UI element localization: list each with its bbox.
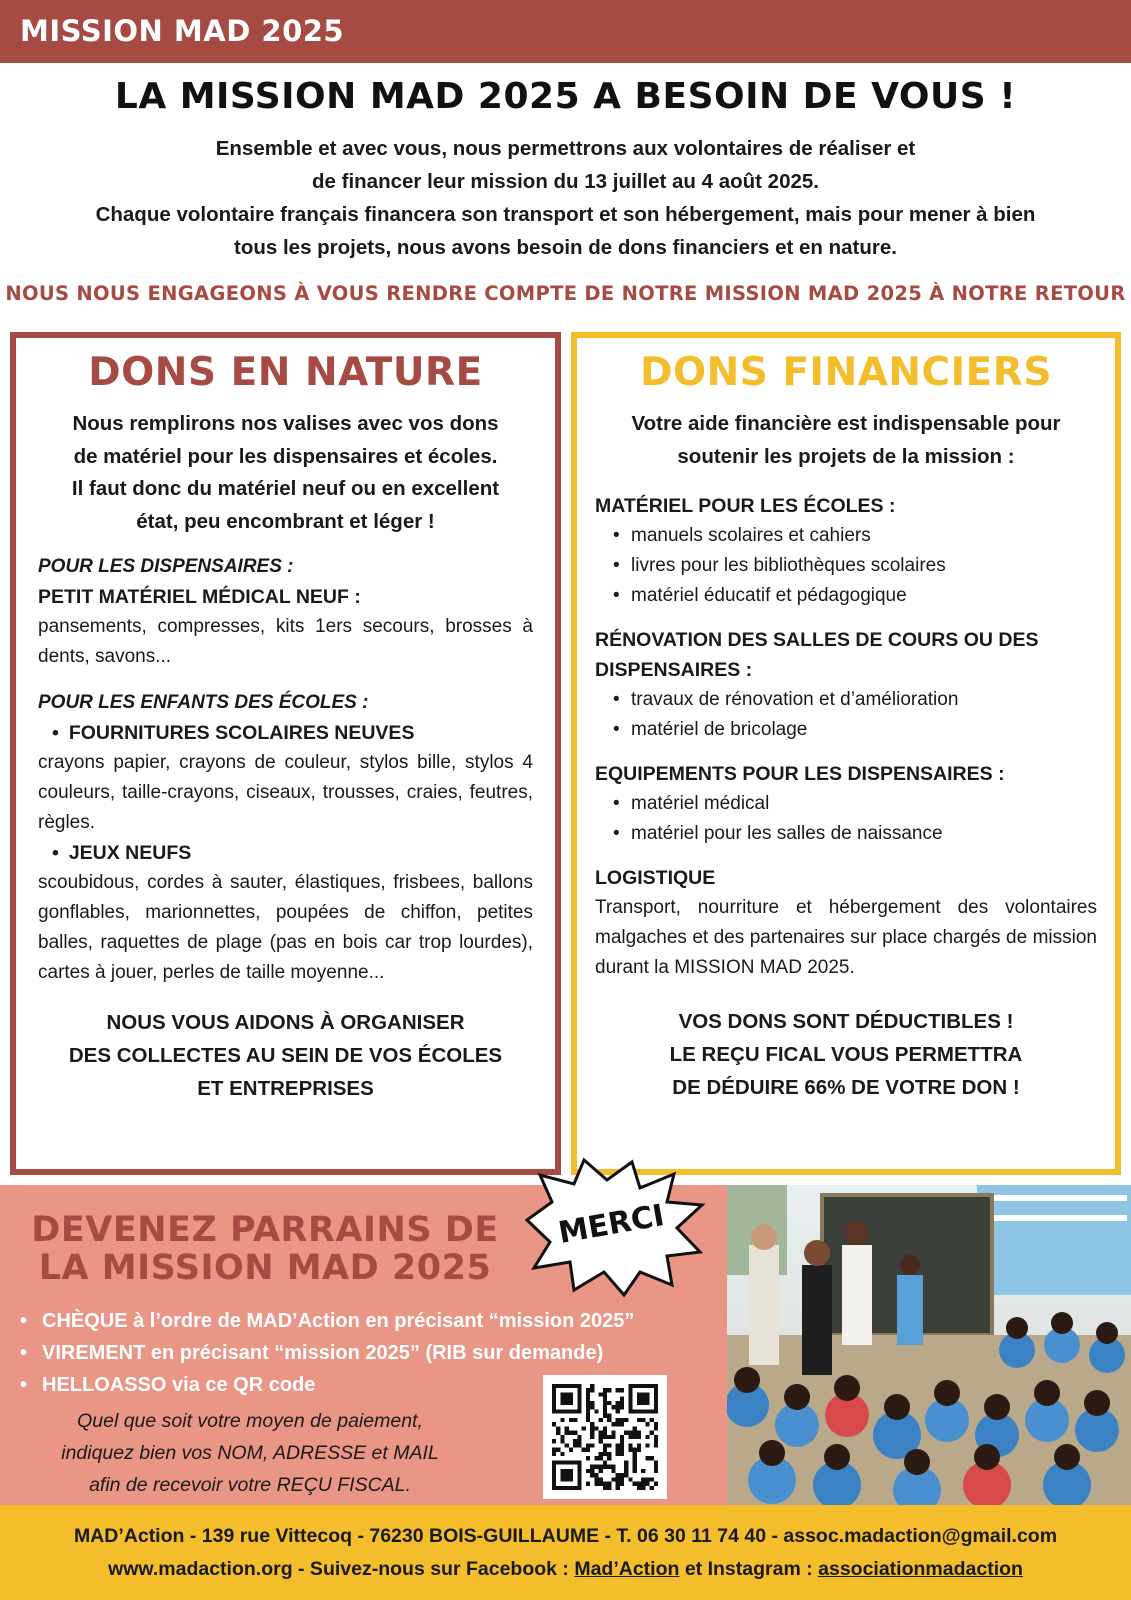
social-mid: et Instagram :	[679, 1558, 819, 1580]
lead-line: Nous remplirons nos valises avec vos dons	[72, 412, 499, 435]
banner-title: MISSION MAD 2025	[20, 14, 345, 48]
school-supplies-list: crayons papier, crayons de couleur, stylos bille, stylos 4 couleurs, taille-crayons, ciseaux, trousses, craies, feutres, règles.	[38, 752, 533, 833]
renovation-heading: RÉNOVATION DES SALLES DE COURS OU DES DISPENSAIRES :	[595, 629, 1039, 681]
page-headline: LA MISSION MAD 2025 A BESOIN DE VOUS !	[114, 76, 1017, 117]
note-line: ET ENTREPRISES	[197, 1077, 374, 1100]
collection-help-note	[16, 1006, 555, 1105]
list-item: • matériel médical	[613, 789, 1097, 819]
lead-line: soutenir les projets de la mission :	[677, 444, 1015, 468]
note-line: afin de recevoir votre REÇU FISCAL.	[89, 1474, 411, 1496]
title-line: DEVENEZ PARRAINS DE	[31, 1210, 499, 1250]
lead-line: Il faut donc du matériel neuf ou en excellent	[71, 477, 500, 500]
facebook-link[interactable]: Mad’Action	[574, 1558, 680, 1580]
receipt-note	[30, 1405, 470, 1501]
schools-material-heading: MATÉRIEL POUR LES ÉCOLES :	[595, 495, 896, 517]
schools-material-list	[595, 521, 1097, 611]
qr-code-graphic	[552, 1384, 658, 1490]
in-kind-lead	[16, 408, 555, 538]
photo-illustration	[727, 1185, 1131, 1505]
mission-photo	[727, 1185, 1131, 1505]
in-kind-donations-panel	[10, 332, 561, 1175]
sponsor-title	[30, 1211, 500, 1287]
note-line: NOUS VOUS AIDONS À ORGANISER	[106, 1011, 465, 1034]
games-list: scoubidous, cordes à sauter, élastiques, frisbees, ballons gonflables, marionnettes, poupées de chiffon, petites balles, raquettes de plage (pas en bois car trop lourdes), cartes à jouer, perles de taille moyenne...	[38, 872, 533, 983]
dispensary-heading: POUR LES DISPENSAIRES :	[38, 556, 294, 577]
financial-title: DONS FINANCIERS	[640, 350, 1052, 395]
medical-supplies-list: pansements, compresses, kits 1ers secours, brosses à dents, savons...	[38, 616, 533, 667]
engagement-statement: NOUS NOUS ENGAGEONS À VOUS RENDRE COMPTE DE NOTRE MISSION MAD 2025 À NOTRE RETOUR	[5, 282, 1126, 305]
payment-method-helloasso: • HELLOASSO via ce QR code	[20, 1369, 634, 1401]
address-line: MAD’Action - 139 rue Vittecoq - 76230 BOIS-GUILLAUME - T. 06 30 11 74 40 - assoc.madaction@gmail.com	[73, 1525, 1058, 1547]
financial-lead	[577, 408, 1115, 473]
instagram-link[interactable]: associationmadaction	[818, 1558, 1023, 1580]
logistics-heading: LOGISTIQUE	[595, 867, 716, 889]
schools-heading: POUR LES ENFANTS DES ÉCOLES :	[38, 692, 369, 713]
games-heading: • JEUX NEUFS	[38, 838, 533, 868]
payment-method-cheque: • CHÈQUE à l’ordre de MAD’Action en précisant “mission 2025”	[20, 1305, 634, 1337]
list-item: • matériel éducatif et pédagogique	[613, 581, 1097, 611]
note-line: DES COLLECTES AU SEIN DE VOS ÉCOLES	[68, 1044, 503, 1067]
equipment-list	[595, 789, 1097, 849]
merci-burst-icon	[512, 1150, 712, 1300]
list-item: • manuels scolaires et cahiers	[613, 521, 1097, 551]
financial-donations-panel	[571, 332, 1121, 1175]
payment-method-transfer: • VIREMENT en précisant “mission 2025” (RIB sur demande)	[20, 1337, 634, 1369]
intro-line: Ensemble et avec vous, nous permettrons aux volontaires de réaliser et	[215, 137, 916, 160]
equipment-heading: EQUIPEMENTS POUR LES DISPENSAIRES :	[595, 763, 1005, 785]
school-supplies-heading: • FOURNITURES SCOLAIRES NEUVES	[38, 718, 533, 748]
renovation-list	[595, 685, 1097, 745]
lead-line: état, peu encombrant et léger !	[136, 509, 435, 533]
intro-line: Chaque volontaire français financera son transport et son hébergement, mais pour mener à bien	[95, 203, 1036, 226]
intro-text	[20, 132, 1111, 264]
merci-label: MERCI	[555, 1198, 667, 1252]
intro-line: de financer leur mission du 13 juillet au 4 août 2025.	[312, 170, 819, 193]
contact-footer	[0, 1505, 1131, 1600]
logistics-text: Transport, nourriture et hébergement des volontaires malgaches et des partenaires sur place chargés de mission durant la MISSION MAD 2025.	[595, 897, 1097, 978]
social-prefix: www.madaction.org - Suivez-nous sur Facebook :	[108, 1558, 575, 1580]
tax-deduction-note	[577, 1005, 1115, 1104]
note-line: LE REÇU FICAL VOUS PERMETTRA	[669, 1043, 1023, 1066]
lead-line: Votre aide financière est indispensable pour	[631, 412, 1061, 435]
top-banner	[0, 0, 1131, 63]
intro-line: tous les projets, nous avons besoin de dons financiers et en nature.	[234, 236, 897, 259]
qr-code-icon[interactable]	[543, 1375, 667, 1499]
list-item: • livres pour les bibliothèques scolaires	[613, 551, 1097, 581]
list-item: • travaux de rénovation et d’amélioration	[613, 685, 1097, 715]
list-item: • matériel de bricolage	[613, 715, 1097, 745]
social-line	[0, 1558, 1131, 1581]
note-line: VOS DONS SONT DÉDUCTIBLES !	[678, 1010, 1014, 1033]
in-kind-title: DONS EN NATURE	[88, 350, 483, 395]
note-line: DE DÉDUIRE 66% DE VOTRE DON !	[672, 1076, 1020, 1099]
list-item: • matériel pour les salles de naissance	[613, 819, 1097, 849]
title-line: LA MISSION MAD 2025	[38, 1248, 492, 1288]
medical-supplies-heading: PETIT MATÉRIEL MÉDICAL NEUF :	[38, 586, 361, 608]
lead-line: de matériel pour les dispensaires et écoles.	[73, 444, 498, 468]
note-line: indiquez bien vos NOM, ADRESSE et MAIL	[61, 1442, 439, 1464]
note-line: Quel que soit votre moyen de paiement,	[77, 1410, 423, 1432]
